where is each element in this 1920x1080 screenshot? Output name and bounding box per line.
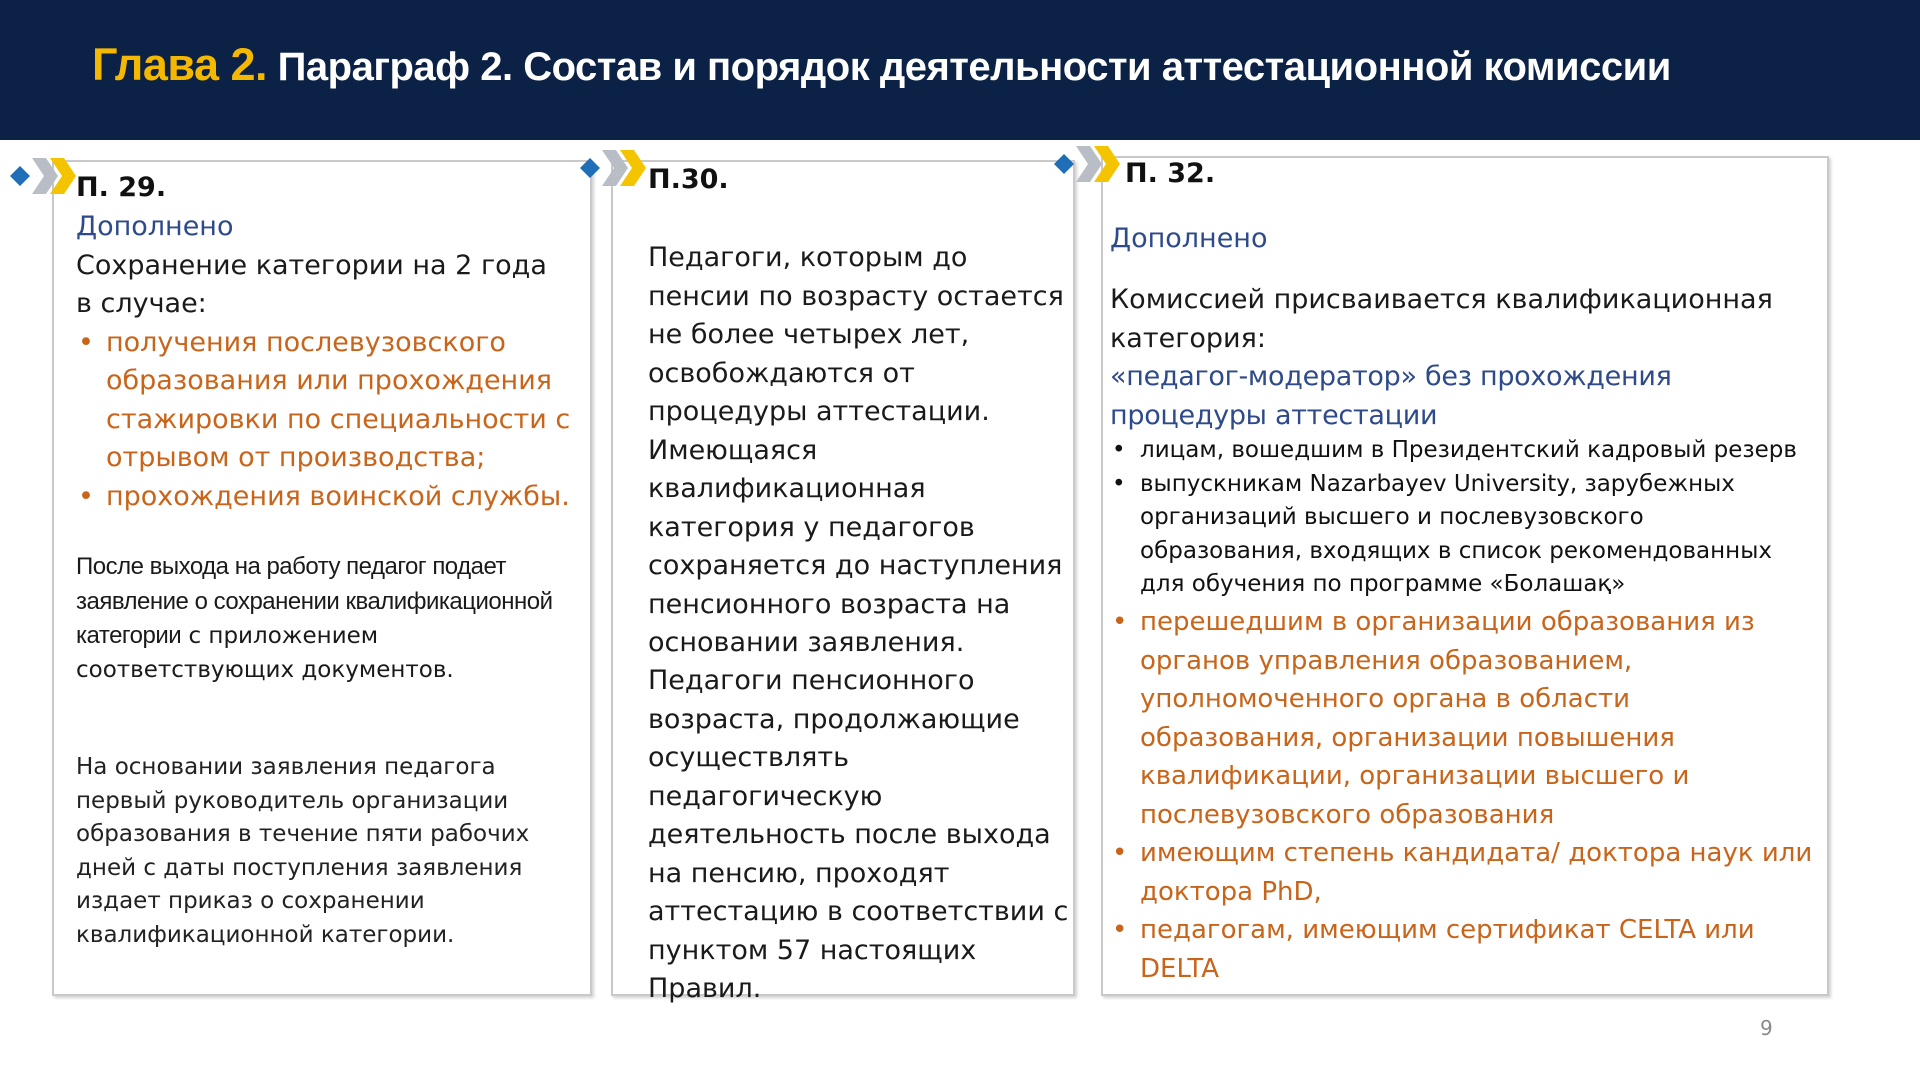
eligibility-list-orange	[1110, 603, 1820, 988]
commission-intro: Комиссией присваивается квалификационная категория:	[1110, 284, 1773, 354]
list-item: • прохождения воинской службы.	[76, 478, 576, 517]
pension-paragraph: Педагоги пенсионного возраста, продолжающие осуществлять педагогическую деятельность после выхода на пенсию, проходят аттестацию в соответствии с пунктом 57 настоящих Правил.	[648, 665, 1069, 1004]
list-item: • перешедшим в организации образования из органов управления образованием, уполномоченного органа в области образования, организации повышения квалификации, организации высшего и послевузовского образования	[1110, 603, 1820, 834]
paragraph-title: Параграф 2. Состав и порядок деятельности аттестационной комиссии	[277, 45, 1671, 89]
clause-number: П.30.	[648, 164, 729, 195]
card-p29-body	[76, 208, 576, 516]
application-main: После выхода на работу педагог подает заявление о сохранении квалификационной категории	[76, 553, 553, 649]
category-name: «педагог-модератор» без прохождения процедуры аттестации	[1110, 361, 1672, 431]
retirement-paragraph: Педагоги, которым до пенсии по возрасту остается не более четырех лет, освобождаются от процедуры аттестации. Имеющаяся квалификационная категория у педагогов сохраняется до наступления пенсионного возраста на основании заявления.	[648, 242, 1064, 658]
amended-label: Дополнено	[76, 211, 234, 242]
chevron-marker-icon	[6, 152, 86, 200]
title-bar	[0, 0, 1920, 140]
clause-number: П. 32.	[1125, 158, 1216, 189]
clause-number: П. 29.	[76, 172, 167, 203]
page-number: 9	[1760, 1016, 1773, 1040]
list-item: • имеющим степень кандидата/ доктора наук или доктора PhD,	[1110, 834, 1820, 911]
list-item: • лицам, вошедшим в Президентский кадровый резерв	[1110, 434, 1810, 468]
intro-line: в случае:	[76, 288, 207, 319]
list-item: • педагогам, имеющим сертификат CELTA или DELTA	[1110, 911, 1820, 988]
chapter-label: Глава 2.	[92, 39, 268, 90]
application-rest: с приложением соответствующих документов.	[76, 623, 454, 683]
conditions-list	[76, 324, 576, 517]
chevron-marker-icon	[1050, 140, 1130, 188]
list-item: • получения послевузовского образования или прохождения стажировки по специальности с отрывом от производства;	[76, 324, 576, 478]
intro-line: Сохранение категории на 2 года	[76, 249, 547, 281]
amended-label: Дополнено	[1110, 223, 1268, 254]
list-item: • выпускникам Nazarbayev University, зарубежных организаций высшего и послевузовского образования, входящих в список рекомендованных для обучения по программе «Болашақ»	[1110, 468, 1810, 602]
order-paragraph: На основании заявления педагога первый руководитель организации образования в течение пяти рабочих дней с даты поступления заявления издает приказ о сохранении квалификационной категории.	[76, 754, 530, 948]
chevron-marker-icon	[576, 144, 656, 192]
application-paragraph	[76, 550, 566, 687]
slide-title	[92, 39, 1671, 91]
eligibility-list-black	[1110, 434, 1810, 602]
